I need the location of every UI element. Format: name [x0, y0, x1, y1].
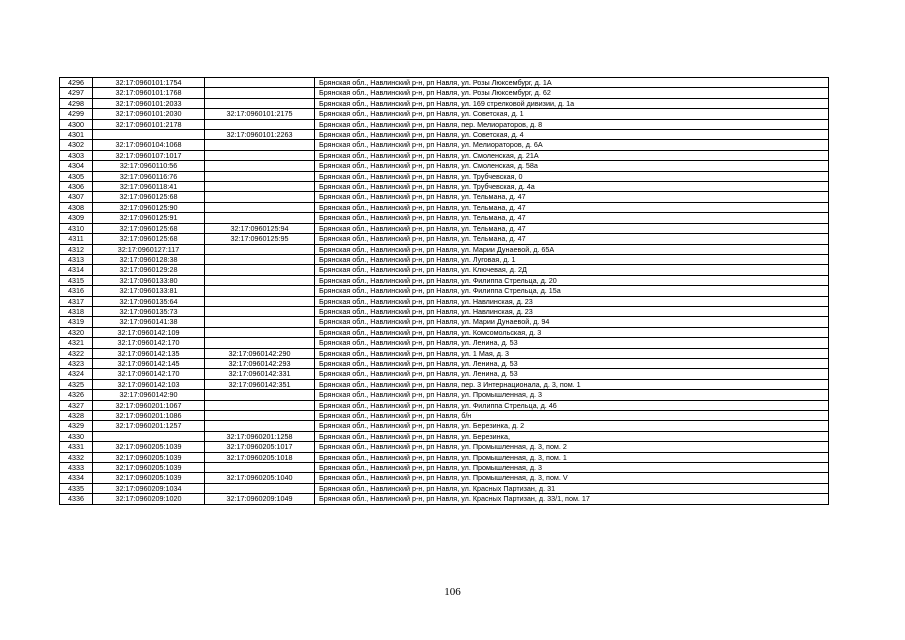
related-cadastral-number-cell: [205, 483, 315, 493]
table-row: [60, 400, 829, 410]
table-row: [60, 431, 829, 441]
row-number-cell: 4326: [60, 390, 93, 400]
related-cadastral-number-cell: [205, 306, 315, 316]
related-cadastral-number-cell: 32:17:0960125:95: [205, 234, 315, 244]
table-row: [60, 296, 829, 306]
table-row: [60, 78, 829, 88]
cadastral-number-cell: 32:17:0960201:1257: [93, 421, 205, 431]
address-cell: Брянская обл., Навлинский р-н, рп Навля, ул. Ленина, д. 53: [315, 369, 829, 379]
cadastral-number-cell: 32:17:0960101:2033: [93, 98, 205, 108]
cadastral-number-cell: 32:17:0960129:28: [93, 265, 205, 275]
cadastral-number-cell: 32:17:0960133:81: [93, 286, 205, 296]
address-cell: Брянская обл., Навлинский р-н, рп Навля, ул. Навлинская, д. 23: [315, 296, 829, 306]
address-cell: Брянская обл., Навлинский р-н, рп Навля, ул. Марии Дунаевой, д. 65А: [315, 244, 829, 254]
address-cell: Брянская обл., Навлинский р-н, рп Навля, пер. Мелиораторов, д. 8: [315, 119, 829, 129]
row-number-cell: 4327: [60, 400, 93, 410]
address-cell: Брянская обл., Навлинский р-н, рп Навля, ул. Промышленная, д. 3, пом. 1: [315, 452, 829, 462]
row-number-cell: 4324: [60, 369, 93, 379]
address-cell: Брянская обл., Навлинский р-н, рп Навля, ул. Филиппа Стрельца, д. 15а: [315, 286, 829, 296]
table-row: [60, 442, 829, 452]
cadastral-number-cell: 32:17:0960135:73: [93, 306, 205, 316]
row-number-cell: 4302: [60, 140, 93, 150]
related-cadastral-number-cell: [205, 244, 315, 254]
related-cadastral-number-cell: [205, 88, 315, 98]
table-row: [60, 182, 829, 192]
address-cell: Брянская обл., Навлинский р-н, рп Навля, ул. Ленина, д. 53: [315, 358, 829, 368]
table-row: [60, 369, 829, 379]
table-row: [60, 150, 829, 160]
table-row: [60, 483, 829, 493]
table-row: [60, 463, 829, 473]
cadastral-number-cell: 32:17:0960125:90: [93, 202, 205, 212]
address-cell: Брянская обл., Навлинский р-н, рп Навля, ул. Смоленская, д. 21А: [315, 150, 829, 160]
cadastral-number-cell: 32:17:0960107:1017: [93, 150, 205, 160]
table-row: [60, 421, 829, 431]
page-number: 106: [444, 586, 461, 598]
address-cell: Брянская обл., Навлинский р-н, рп Навля, ул. Советская, д. 1: [315, 109, 829, 119]
related-cadastral-number-cell: [205, 265, 315, 275]
address-cell: Брянская обл., Навлинский р-н, рп Навля, ул. Луговая, д. 1: [315, 254, 829, 264]
related-cadastral-number-cell: [205, 213, 315, 223]
table-row: [60, 202, 829, 212]
cadastral-number-cell: 32:17:0960125:91: [93, 213, 205, 223]
table-row: [60, 192, 829, 202]
row-number-cell: 4320: [60, 327, 93, 337]
related-cadastral-number-cell: 32:17:0960101:2263: [205, 130, 315, 140]
related-cadastral-number-cell: [205, 171, 315, 181]
cadastral-number-cell: 32:17:0960205:1039: [93, 452, 205, 462]
table-row: [60, 223, 829, 233]
cadastral-number-cell: 32:17:0960142:135: [93, 348, 205, 358]
address-cell: Брянская обл., Навлинский р-н, рп Навля, ул. Тельмана, д. 47: [315, 234, 829, 244]
related-cadastral-number-cell: [205, 286, 315, 296]
table-row: [60, 98, 829, 108]
related-cadastral-number-cell: [205, 119, 315, 129]
table-row: [60, 317, 829, 327]
address-cell: Брянская обл., Навлинский р-н, рп Навля, ул. Тельмана, д. 47: [315, 192, 829, 202]
row-number-cell: 4331: [60, 442, 93, 452]
row-number-cell: 4333: [60, 463, 93, 473]
row-number-cell: 4297: [60, 88, 93, 98]
row-number-cell: 4313: [60, 254, 93, 264]
cadastral-number-cell: 32:17:0960101:2178: [93, 119, 205, 129]
table-row: [60, 390, 829, 400]
related-cadastral-number-cell: [205, 182, 315, 192]
cadastral-number-cell: 32:17:0960142:109: [93, 327, 205, 337]
address-cell: Брянская обл., Навлинский р-н, рп Навля, ул. Красных Партизан, д. 33/1, пом. 17: [315, 494, 829, 504]
row-number-cell: 4310: [60, 223, 93, 233]
address-cell: Брянская обл., Навлинский р-н, рп Навля, ул. Трубчевская, д. 4а: [315, 182, 829, 192]
cadastral-number-cell: 32:17:0960142:103: [93, 379, 205, 389]
row-number-cell: 4303: [60, 150, 93, 160]
address-cell: Брянская обл., Навлинский р-н, рп Навля, ул. Навлинская, д. 23: [315, 306, 829, 316]
row-number-cell: 4336: [60, 494, 93, 504]
row-number-cell: 4317: [60, 296, 93, 306]
related-cadastral-number-cell: 32:17:0960101:2175: [205, 109, 315, 119]
address-cell: Брянская обл., Навлинский р-н, рп Навля, ул. Березинка,: [315, 431, 829, 441]
address-cell: Брянская обл., Навлинский р-н, рп Навля, ул. Филиппа Стрельца, д. 46: [315, 400, 829, 410]
row-number-cell: 4335: [60, 483, 93, 493]
row-number-cell: 4321: [60, 338, 93, 348]
cadastral-number-cell: 32:17:0960116:76: [93, 171, 205, 181]
table-row: [60, 379, 829, 389]
table-row: [60, 161, 829, 171]
row-number-cell: 4328: [60, 411, 93, 421]
address-cell: Брянская обл., Навлинский р-н, рп Навля, ул. Ленина, д. 53: [315, 338, 829, 348]
table-row: [60, 171, 829, 181]
table-row: [60, 348, 829, 358]
table-row: [60, 327, 829, 337]
related-cadastral-number-cell: 32:17:0960142:290: [205, 348, 315, 358]
row-number-cell: 4311: [60, 234, 93, 244]
cadastral-number-cell: 32:17:0960142:170: [93, 338, 205, 348]
related-cadastral-number-cell: [205, 390, 315, 400]
table-row: [60, 130, 829, 140]
cadastral-number-cell: 32:17:0960101:1754: [93, 78, 205, 88]
cadastral-number-cell: 32:17:0960101:2030: [93, 109, 205, 119]
row-number-cell: 4315: [60, 275, 93, 285]
related-cadastral-number-cell: 32:17:0960201:1258: [205, 431, 315, 441]
related-cadastral-number-cell: [205, 411, 315, 421]
row-number-cell: 4306: [60, 182, 93, 192]
related-cadastral-number-cell: [205, 463, 315, 473]
related-cadastral-number-cell: [205, 327, 315, 337]
related-cadastral-number-cell: [205, 254, 315, 264]
address-cell: Брянская обл., Навлинский р-н, рп Навля, ул. Филиппа Стрельца, д. 20: [315, 275, 829, 285]
address-cell: Брянская обл., Навлинский р-н, рп Навля, ул. 1 Мая, д. 3: [315, 348, 829, 358]
cadastral-number-cell: 32:17:0960125:68: [93, 223, 205, 233]
address-cell: Брянская обл., Навлинский р-н, рп Навля, ул. 169 стрелковой дивизии, д. 1а: [315, 98, 829, 108]
table-row: [60, 338, 829, 348]
cadastral-number-cell: 32:17:0960205:1039: [93, 463, 205, 473]
address-cell: Брянская обл., Навлинский р-н, рп Навля, ул. Марии Дунаевой, д. 94: [315, 317, 829, 327]
table-row: [60, 286, 829, 296]
table-row: [60, 452, 829, 462]
row-number-cell: 4319: [60, 317, 93, 327]
related-cadastral-number-cell: [205, 275, 315, 285]
related-cadastral-number-cell: 32:17:0960125:94: [205, 223, 315, 233]
related-cadastral-number-cell: [205, 140, 315, 150]
row-number-cell: 4330: [60, 431, 93, 441]
row-number-cell: 4332: [60, 452, 93, 462]
cadastral-number-cell: 32:17:0960101:1768: [93, 88, 205, 98]
cadastral-number-cell: 32:17:0960141:38: [93, 317, 205, 327]
row-number-cell: 4298: [60, 98, 93, 108]
address-cell: Брянская обл., Навлинский р-н, рп Навля, б/н: [315, 411, 829, 421]
related-cadastral-number-cell: 32:17:0960205:1040: [205, 473, 315, 483]
row-number-cell: 4312: [60, 244, 93, 254]
cadastral-number-cell: 32:17:0960201:1086: [93, 411, 205, 421]
address-cell: Брянская обл., Навлинский р-н, рп Навля, ул. Промышленная, д. 3: [315, 463, 829, 473]
related-cadastral-number-cell: [205, 98, 315, 108]
row-number-cell: 4329: [60, 421, 93, 431]
related-cadastral-number-cell: 32:17:0960209:1049: [205, 494, 315, 504]
address-cell: Брянская обл., Навлинский р-н, рп Навля, ул. Трубчевская, 0: [315, 171, 829, 181]
table-row: [60, 213, 829, 223]
row-number-cell: 4322: [60, 348, 93, 358]
row-number-cell: 4323: [60, 358, 93, 368]
related-cadastral-number-cell: [205, 317, 315, 327]
cadastral-number-cell: 32:17:0960110:56: [93, 161, 205, 171]
cadastral-number-cell: 32:17:0960133:80: [93, 275, 205, 285]
address-cell: Брянская обл., Навлинский р-н, рп Навля, ул. Комсомольская, д. 3: [315, 327, 829, 337]
related-cadastral-number-cell: [205, 338, 315, 348]
cadastral-number-cell: 32:17:0960135:64: [93, 296, 205, 306]
related-cadastral-number-cell: 32:17:0960142:331: [205, 369, 315, 379]
table-row: [60, 254, 829, 264]
table-row: [60, 411, 829, 421]
cadastral-number-cell: 32:17:0960125:68: [93, 192, 205, 202]
cadastral-number-cell: 32:17:0960118:41: [93, 182, 205, 192]
cadastral-number-cell: 32:17:0960142:145: [93, 358, 205, 368]
cadastral-number-cell: 32:17:0960205:1039: [93, 442, 205, 452]
cadastral-number-cell: [93, 130, 205, 140]
table-row: [60, 109, 829, 119]
related-cadastral-number-cell: [205, 150, 315, 160]
row-number-cell: 4318: [60, 306, 93, 316]
cadastral-number-cell: 32:17:0960142:170: [93, 369, 205, 379]
row-number-cell: 4307: [60, 192, 93, 202]
table-row: [60, 119, 829, 129]
table-row: [60, 473, 829, 483]
row-number-cell: 4299: [60, 109, 93, 119]
address-cell: Брянская обл., Навлинский р-н, рп Навля, ул. Тельмана, д. 47: [315, 223, 829, 233]
cadastral-number-cell: 32:17:0960142:90: [93, 390, 205, 400]
address-cell: Брянская обл., Навлинский р-н, рп Навля, ул. Березинка, д. 2: [315, 421, 829, 431]
address-cell: Брянская обл., Навлинский р-н, рп Навля, ул. Промышленная, д. 3, пом. V: [315, 473, 829, 483]
related-cadastral-number-cell: [205, 202, 315, 212]
cadastral-number-cell: 32:17:0960127:117: [93, 244, 205, 254]
cadastral-number-cell: 32:17:0960209:1020: [93, 494, 205, 504]
related-cadastral-number-cell: [205, 400, 315, 410]
related-cadastral-number-cell: 32:17:0960205:1017: [205, 442, 315, 452]
table-row: [60, 265, 829, 275]
table-row: [60, 140, 829, 150]
address-cell: Брянская обл., Навлинский р-н, рп Навля, ул. Советская, д. 4: [315, 130, 829, 140]
row-number-cell: 4314: [60, 265, 93, 275]
cadastral-number-cell: 32:17:0960125:68: [93, 234, 205, 244]
address-cell: Брянская обл., Навлинский р-н, рп Навля, ул. Тельмана, д. 47: [315, 213, 829, 223]
row-number-cell: 4316: [60, 286, 93, 296]
table-row: [60, 358, 829, 368]
row-number-cell: 4301: [60, 130, 93, 140]
cadastral-number-cell: 32:17:0960104:1068: [93, 140, 205, 150]
table-row: [60, 234, 829, 244]
row-number-cell: 4308: [60, 202, 93, 212]
cadastral-number-cell: 32:17:0960128:38: [93, 254, 205, 264]
address-cell: Брянская обл., Навлинский р-н, рп Навля, ул. Красных Партизан, д. 31: [315, 483, 829, 493]
row-number-cell: 4334: [60, 473, 93, 483]
related-cadastral-number-cell: 32:17:0960142:351: [205, 379, 315, 389]
address-cell: Брянская обл., Навлинский р-н, рп Навля, ул. Розы Люксембург, д. 1А: [315, 78, 829, 88]
row-number-cell: 4300: [60, 119, 93, 129]
table-row: [60, 306, 829, 316]
table-row: [60, 244, 829, 254]
related-cadastral-number-cell: 32:17:0960205:1018: [205, 452, 315, 462]
table-row: [60, 275, 829, 285]
row-number-cell: 4305: [60, 171, 93, 181]
address-cell: Брянская обл., Навлинский р-н, рп Навля, ул. Промышленная, д. 3, пом. 2: [315, 442, 829, 452]
row-number-cell: 4309: [60, 213, 93, 223]
row-number-cell: 4296: [60, 78, 93, 88]
address-cell: Брянская обл., Навлинский р-н, рп Навля, пер. 3 Интернационала, д. 3, пом. 1: [315, 379, 829, 389]
related-cadastral-number-cell: 32:17:0960142:293: [205, 358, 315, 368]
row-number-cell: 4325: [60, 379, 93, 389]
address-cell: Брянская обл., Навлинский р-н, рп Навля, ул. Мелиораторов, д. 6А: [315, 140, 829, 150]
cadastral-number-cell: 32:17:0960205:1039: [93, 473, 205, 483]
row-number-cell: 4304: [60, 161, 93, 171]
cadastral-number-cell: 32:17:0960201:1067: [93, 400, 205, 410]
table-row: [60, 494, 829, 504]
related-cadastral-number-cell: [205, 78, 315, 88]
address-cell: Брянская обл., Навлинский р-н, рп Навля, ул. Смоленская, д. 58а: [315, 161, 829, 171]
address-cell: Брянская обл., Навлинский р-н, рп Навля, ул. Розы Люксембург, д. 62: [315, 88, 829, 98]
cadastral-number-cell: 32:17:0960209:1034: [93, 483, 205, 493]
related-cadastral-number-cell: [205, 161, 315, 171]
table-row: [60, 88, 829, 98]
address-cell: Брянская обл., Навлинский р-н, рп Навля, ул. Тельмана, д. 47: [315, 202, 829, 212]
address-cell: Брянская обл., Навлинский р-н, рп Навля, ул. Промышленная, д. 3: [315, 390, 829, 400]
registry-table-body: [60, 78, 829, 505]
related-cadastral-number-cell: [205, 192, 315, 202]
address-cell: Брянская обл., Навлинский р-н, рп Навля, ул. Ключевая, д. 2Д: [315, 265, 829, 275]
related-cadastral-number-cell: [205, 296, 315, 306]
cadastral-number-cell: [93, 431, 205, 441]
registry-table: [59, 77, 829, 505]
related-cadastral-number-cell: [205, 421, 315, 431]
